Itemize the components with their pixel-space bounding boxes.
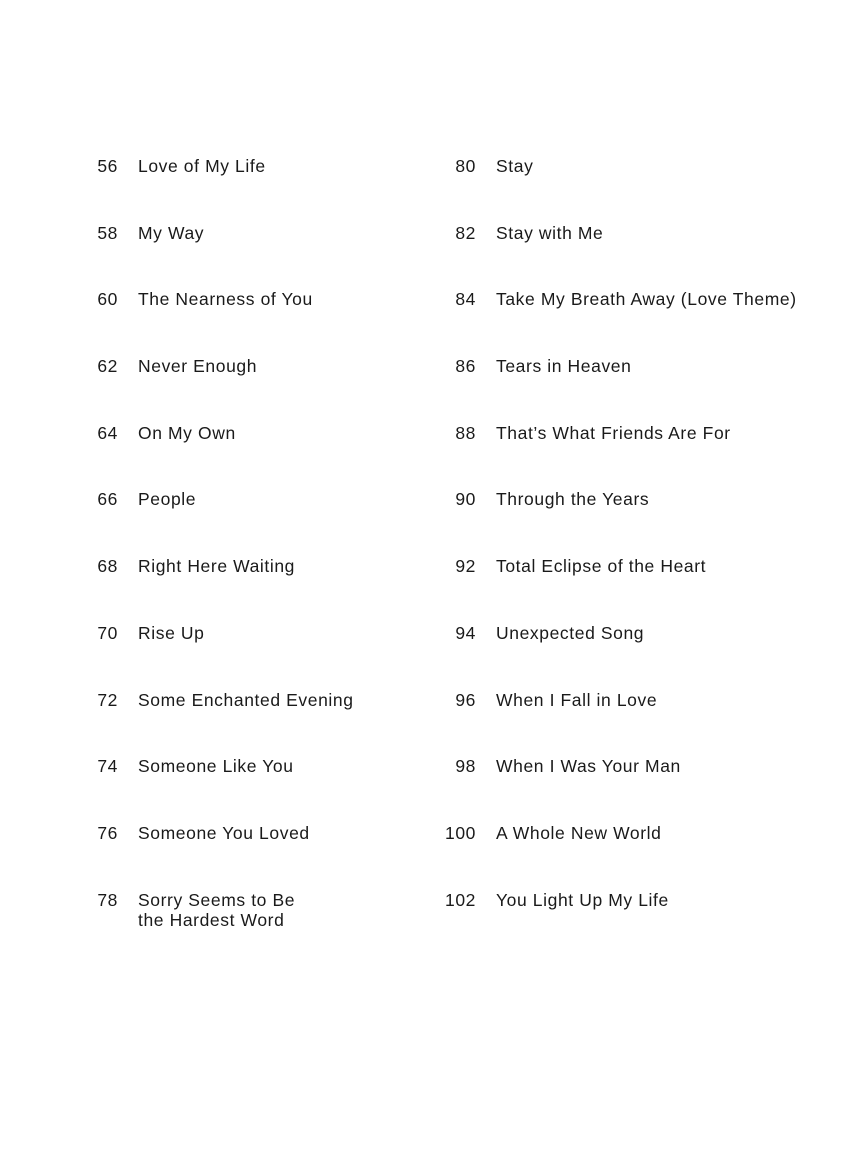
page-number: 92 bbox=[455, 556, 476, 577]
toc-entry bbox=[70, 823, 410, 890]
page-number: 60 bbox=[97, 289, 118, 310]
song-title: People bbox=[138, 489, 197, 510]
page-number: 88 bbox=[455, 422, 476, 443]
page-number: 70 bbox=[97, 622, 118, 643]
toc-entry bbox=[70, 156, 410, 223]
page-number: 80 bbox=[455, 156, 476, 176]
toc-entry bbox=[70, 489, 410, 556]
toc-entry bbox=[428, 423, 808, 490]
page-number: 76 bbox=[97, 822, 118, 843]
song-title: Unexpected Song bbox=[496, 622, 645, 643]
page-number: 94 bbox=[455, 622, 476, 643]
toc-entry bbox=[428, 756, 808, 823]
page-number: 82 bbox=[455, 222, 476, 243]
song-title: When I Fall in Love bbox=[496, 689, 658, 710]
page-number: 58 bbox=[97, 222, 118, 243]
song-title: Never Enough bbox=[138, 356, 258, 377]
page-number: 62 bbox=[97, 356, 118, 377]
toc-entry bbox=[428, 890, 808, 957]
toc-entry bbox=[428, 556, 808, 623]
song-title: Stay bbox=[496, 156, 534, 176]
page-number: 98 bbox=[455, 756, 476, 777]
page-number: 68 bbox=[97, 556, 118, 577]
page-number: 84 bbox=[455, 289, 476, 310]
toc-entry bbox=[428, 289, 808, 356]
toc-entry bbox=[70, 223, 410, 290]
toc-entry bbox=[428, 690, 808, 757]
song-title: That’s What Friends Are For bbox=[496, 422, 731, 443]
song-title: Some Enchanted Evening bbox=[138, 689, 354, 710]
toc-entry bbox=[428, 823, 808, 890]
toc-entry bbox=[70, 756, 410, 823]
toc-entry bbox=[428, 156, 808, 223]
song-title: Someone Like You bbox=[138, 756, 294, 777]
toc-entry bbox=[428, 623, 808, 690]
song-title: Tears in Heaven bbox=[496, 356, 632, 377]
song-title: Take My Breath Away (Love Theme) bbox=[496, 289, 797, 310]
toc-entry bbox=[70, 423, 410, 490]
song-title: Love of My Life bbox=[138, 156, 266, 176]
page-number: 74 bbox=[97, 756, 118, 777]
page-number: 56 bbox=[97, 156, 118, 176]
song-title: When I Was Your Man bbox=[496, 756, 681, 777]
page-number: 64 bbox=[97, 422, 118, 443]
toc-entry bbox=[428, 223, 808, 290]
page-number: 90 bbox=[455, 489, 476, 510]
song-title: Total Eclipse of the Heart bbox=[496, 556, 707, 577]
toc-entry bbox=[70, 356, 410, 423]
page-number: 86 bbox=[455, 356, 476, 377]
page-number: 78 bbox=[97, 889, 118, 910]
page-number: 66 bbox=[97, 489, 118, 510]
song-title: Stay with Me bbox=[496, 222, 604, 243]
song-title: A Whole New World bbox=[496, 822, 662, 843]
song-title: Someone You Loved bbox=[138, 822, 310, 843]
toc-entry bbox=[70, 623, 410, 690]
song-title: My Way bbox=[138, 222, 205, 243]
toc-column-left bbox=[70, 156, 410, 956]
page-number: 100 bbox=[445, 822, 476, 843]
page-number: 72 bbox=[97, 689, 118, 710]
toc-entry bbox=[70, 890, 410, 957]
page-number: 96 bbox=[455, 689, 476, 710]
page-number: 102 bbox=[445, 889, 476, 910]
toc-entry bbox=[428, 356, 808, 423]
toc-entry bbox=[70, 556, 410, 623]
toc-entry bbox=[70, 690, 410, 757]
song-title: Rise Up bbox=[138, 622, 205, 643]
toc-entry bbox=[70, 289, 410, 356]
song-title: On My Own bbox=[138, 422, 236, 443]
song-title: You Light Up My Life bbox=[496, 889, 669, 910]
song-title: Sorry Seems to Be the Hardest Word bbox=[138, 889, 296, 930]
toc-column-right bbox=[428, 156, 808, 956]
song-title: Through the Years bbox=[496, 489, 650, 510]
song-title: The Nearness of You bbox=[138, 289, 313, 310]
song-title: Right Here Waiting bbox=[138, 556, 296, 577]
toc-entry bbox=[428, 489, 808, 556]
